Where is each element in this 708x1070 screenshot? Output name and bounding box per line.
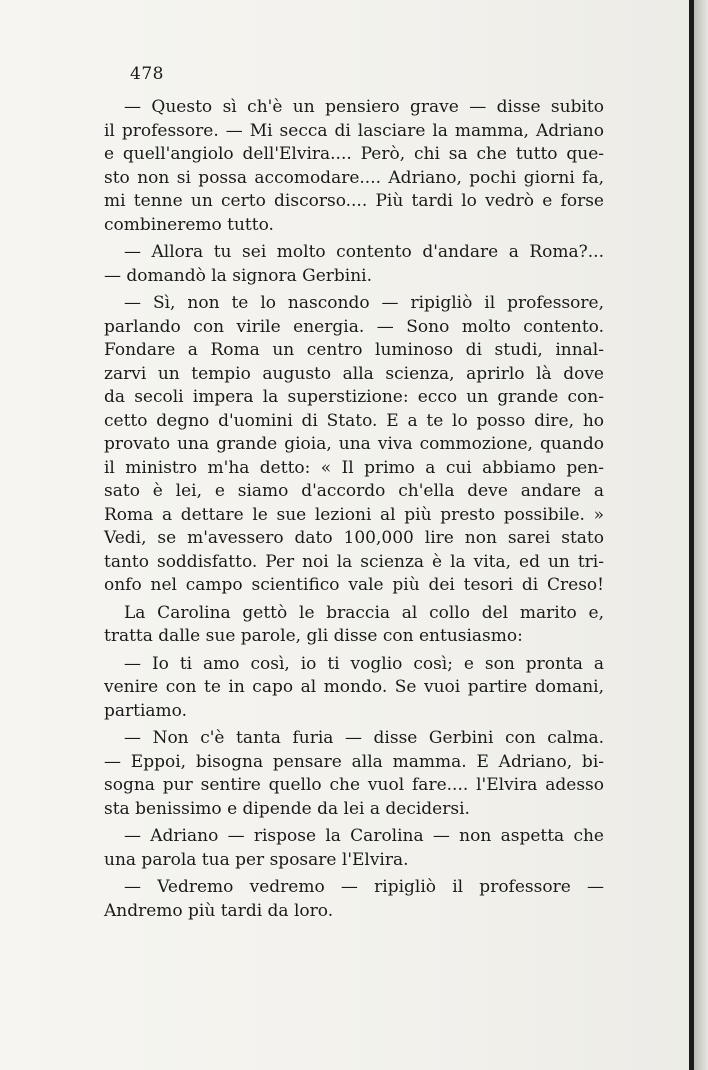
text-line: combineremo tutto. bbox=[104, 214, 274, 235]
text-line: — Vedremo vedremo — ripigliò il professore — bbox=[124, 877, 604, 897]
text-line: tanto soddisfatto. Per noi la scienza è la vita, ed un tri- bbox=[104, 551, 604, 572]
text-line: tratta dalle sue parole, gli disse con entusiasmo: bbox=[104, 626, 523, 646]
text-line: sta benissimo e dipende da lei a decidersi. bbox=[104, 798, 470, 819]
text-line: — Allora tu sei molto contento d'andare a Roma?... bbox=[124, 242, 604, 262]
text-line: sato è lei, e siamo d'accordo ch'ella deve andare a bbox=[104, 481, 604, 501]
text-line: — domandò la signora Gerbini. bbox=[104, 265, 372, 286]
text-line: parlando con virile energia. — Sono molto contento. bbox=[104, 316, 604, 337]
text-line: una parola tua per sposare l'Elvira. bbox=[104, 849, 409, 870]
text-line: cetto degno d'uomini di Stato. E a te lo posso dire, ho bbox=[104, 410, 604, 431]
text-line: — Sì, non te lo nascondo — ripigliò il professore, bbox=[124, 293, 604, 313]
text-line: e quell'angiolo dell'Elvira.... Però, chi sa che tutto que- bbox=[104, 144, 604, 164]
text-line: zarvi un tempio augusto alla scienza, aprirlo là dove bbox=[104, 363, 604, 384]
page-binding-edge bbox=[689, 0, 694, 1070]
text-line: — Eppoi, bisogna pensare alla mamma. E Adriano, bi- bbox=[104, 751, 604, 772]
text-line: Roma a dettare le sue lezioni al più presto possibile. » bbox=[104, 504, 604, 525]
page-binding-shadow bbox=[694, 0, 708, 1070]
text-line: sto non si possa accomodare.... Adriano, pochi giorni fa, bbox=[104, 167, 604, 188]
text-line: Fondare a Roma un centro luminoso di studi, innal- bbox=[104, 340, 604, 360]
body-text bbox=[104, 96, 604, 923]
text-line: Andremo più tardi da loro. bbox=[104, 900, 334, 921]
text-line: — Adriano — rispose la Carolina — non aspetta che bbox=[124, 826, 604, 846]
text-line: — Io ti amo così, io ti voglio così; e son pronta a bbox=[124, 653, 604, 674]
text-line: sogna pur sentire quello che vuol fare.... l'Elvira adesso bbox=[104, 775, 604, 795]
text-line: onfo nel campo scientifico vale più dei tesori di Creso! bbox=[104, 575, 604, 595]
page-number: 478 bbox=[130, 64, 164, 84]
text-line: Vedi, se m'avessero dato 100,000 lire non sarei stato bbox=[104, 528, 604, 548]
text-line: mi tenne un certo discorso.... Più tardi lo vedrò e forse bbox=[104, 191, 604, 211]
text-line: — Non c'è tanta furia — disse Gerbini con calma. bbox=[124, 728, 604, 748]
text-line: partiamo. bbox=[104, 700, 188, 721]
text-line: il professore. — Mi secca di lasciare la mamma, Adriano bbox=[104, 120, 604, 141]
text-line: da secoli impera la superstizione: ecco un grande con- bbox=[104, 387, 604, 407]
text-line: provato una grande gioia, una viva commozione, quando bbox=[104, 434, 604, 454]
text-line: La Carolina gettò le braccia al collo del marito e, bbox=[124, 602, 604, 623]
text-line: il ministro m'ha detto: « Il primo a cui abbiamo pen- bbox=[104, 457, 604, 478]
text-line: venire con te in capo al mondo. Se vuoi partire domani, bbox=[104, 677, 604, 697]
text-line: — Questo sì ch'è un pensiero grave — disse subito bbox=[124, 97, 604, 117]
